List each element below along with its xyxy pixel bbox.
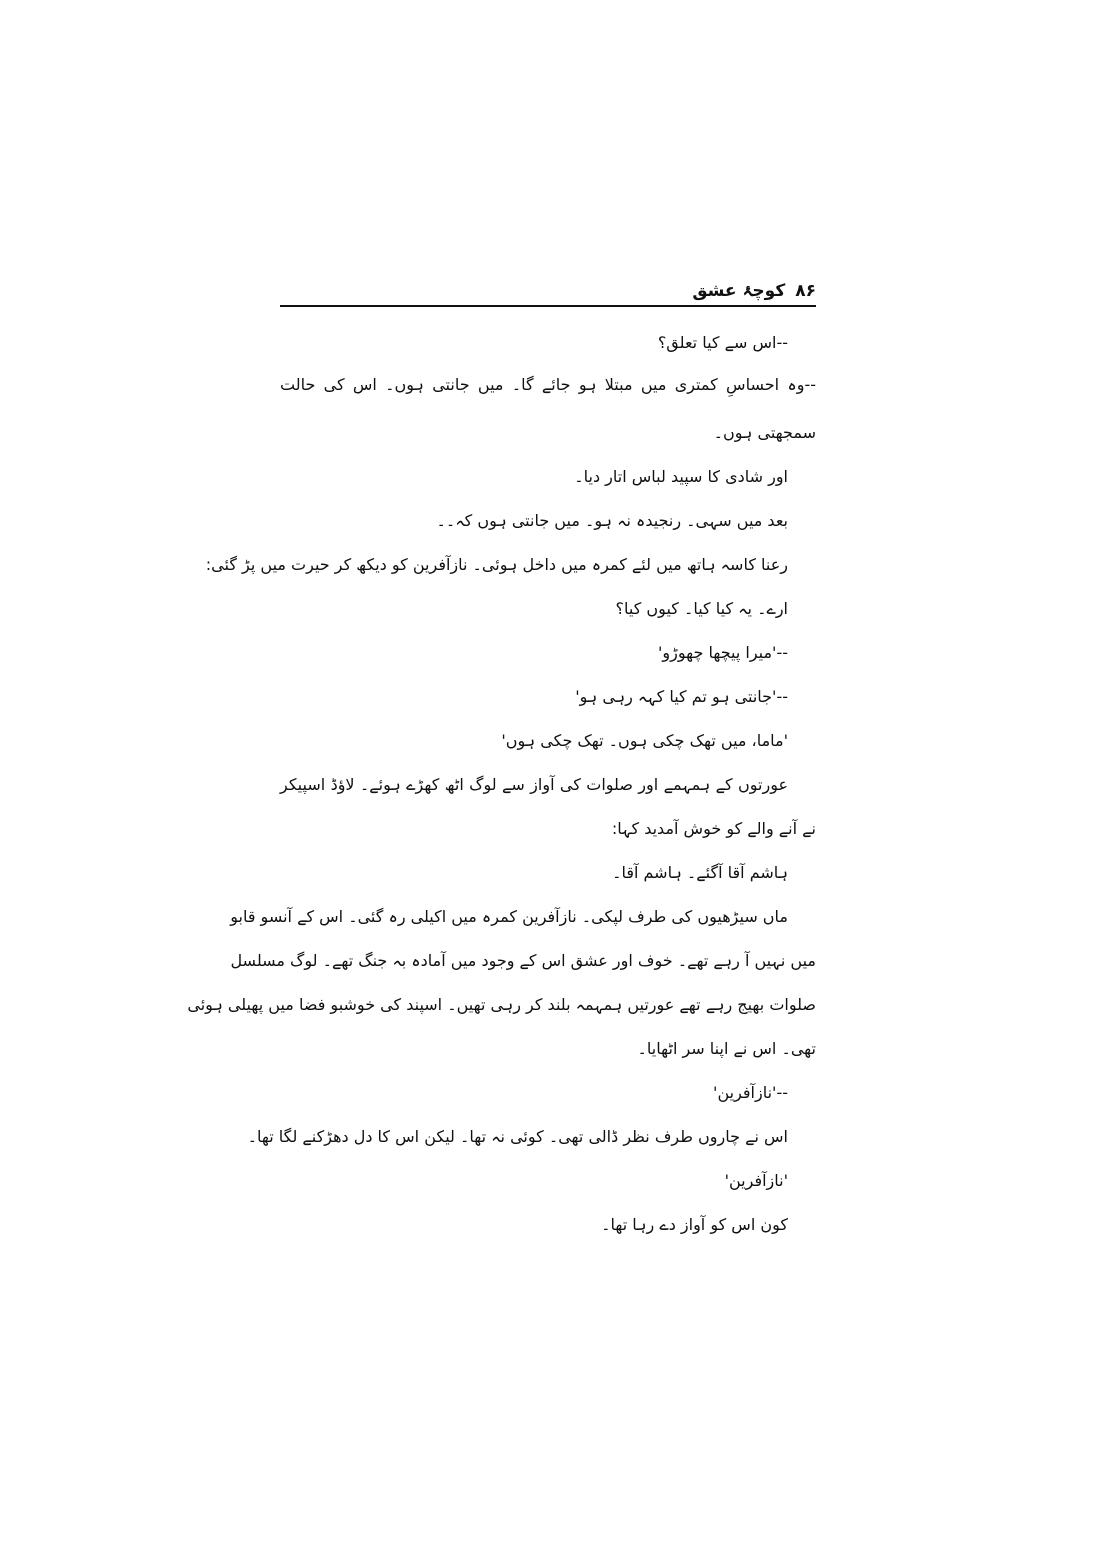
book-title: کوچۂ عشق bbox=[692, 281, 786, 301]
text-line: میں نہیں آ رہے تھے۔ خوف اور عشق اس کے وجود میں آمادہ بہ جنگ تھے۔ لوگ مسلسل bbox=[230, 951, 816, 970]
header-rule bbox=[280, 305, 816, 307]
text-line: اور شادی کا سپید لباس اتار دیا۔ bbox=[574, 467, 788, 486]
text-line: --'میرا پیچھا چھوڑو' bbox=[657, 643, 788, 662]
text-line: ماں سیڑھیوں کی طرف لپکی۔ نازآفرین کمرہ میں اکیلی رہ گئی۔ اس کے آنسو قابو bbox=[230, 907, 788, 926]
text-line: صلوات بھیج رہے تھے عورتیں ہمہمہ بلند کر رہی تھیں۔ اسپند کی خوشبو فضا میں پھیلی ہوئی bbox=[187, 995, 816, 1014]
text-line: رعنا کاسہ ہاتھ میں لئے کمرہ میں داخل ہوئی۔ نازآفرین کو دیکھ کر حیرت میں پڑ گئی: bbox=[205, 555, 788, 574]
text-line: --اس سے کیا تعلق؟ bbox=[657, 333, 788, 352]
page-header bbox=[280, 276, 816, 306]
text-line: 'نازآفرین' bbox=[724, 1171, 788, 1190]
text-line: کون اس کو آواز دے رہا تھا۔ bbox=[601, 1215, 788, 1234]
text-line: اس نے چاروں طرف نظر ڈالی تھی۔ کوئی نہ تھا۔ لیکن اس کا دل دھڑکنے لگا تھا۔ bbox=[247, 1127, 788, 1146]
text-line: ارے۔ یہ کیا کیا۔ کیوں کیا؟ bbox=[615, 599, 788, 618]
text-line: بعد میں سہی۔ رنجیدہ نہ ہو۔ میں جانتی ہوں کہ۔۔ bbox=[436, 511, 788, 530]
text-line: سمجھتی ہوں۔ bbox=[713, 423, 816, 442]
text-line: --'نازآفرین' bbox=[713, 1083, 788, 1102]
text-line: عورتوں کے ہمہمے اور صلوات کی آواز سے لوگ اٹھ کھڑے ہوئے۔ لاؤڈ اسپیکر bbox=[280, 775, 788, 794]
text-line: 'ماما، میں تھک چکی ہوں۔ تھک چکی ہوں' bbox=[501, 731, 788, 750]
text-line: نے آنے والے کو خوش آمدید کہا: bbox=[611, 819, 816, 838]
text-line: ہاشم آقا آگئے۔ ہاشم آقا۔ bbox=[612, 863, 788, 882]
page-number: ۸۶ bbox=[795, 281, 816, 301]
text-line: تھی۔ اس نے اپنا سر اٹھایا۔ bbox=[637, 1039, 816, 1058]
text-line: --'جانتی ہو تم کیا کہہ رہی ہو' bbox=[575, 687, 788, 706]
text-line: --وہ احساسِ کمتری میں مبتلا ہو جائے گا۔ میں جانتی ہوں۔ اس کی حالت bbox=[280, 375, 816, 394]
